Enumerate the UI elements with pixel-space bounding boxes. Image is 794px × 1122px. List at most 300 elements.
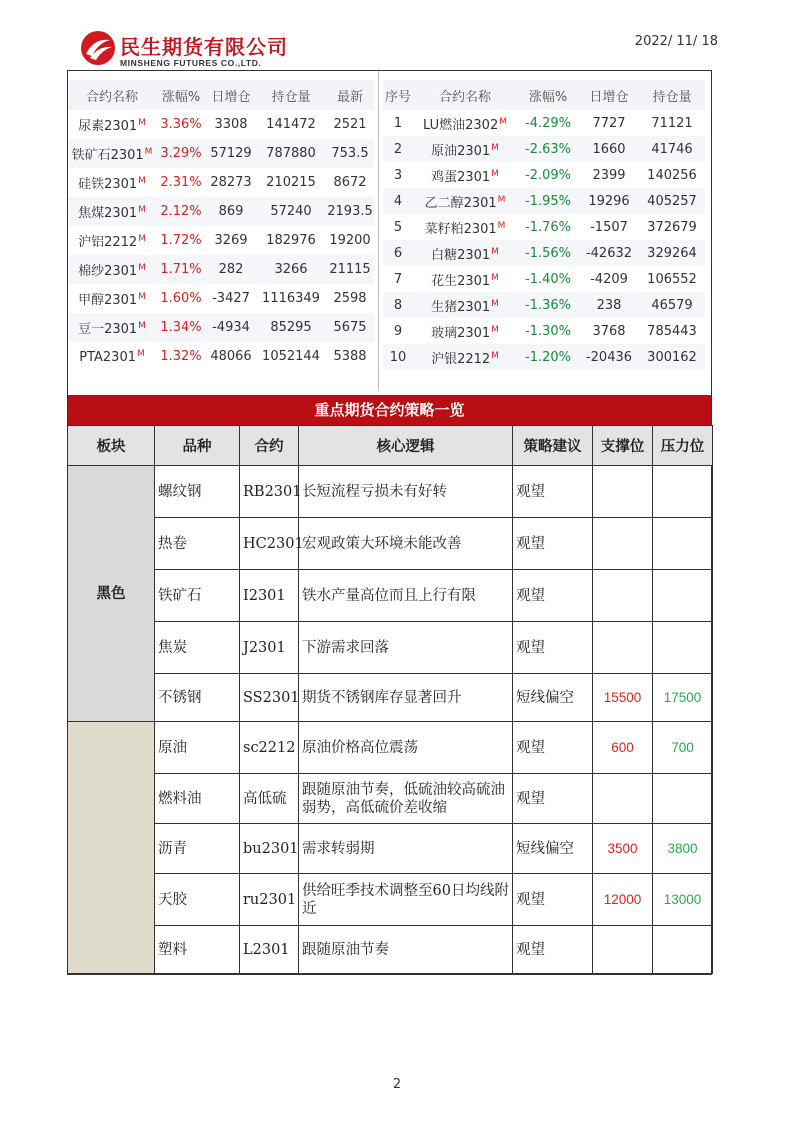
strategy-column-header: 品种: [155, 426, 240, 466]
logic-cell: 原油价格高位震荡: [299, 722, 513, 774]
cell-value: -4934: [212, 320, 250, 335]
table-cell: [517, 318, 579, 344]
table-cell: [206, 284, 256, 313]
contract-cell: ru2301: [240, 874, 299, 926]
company-name-en: MINSHENG FUTURES CO.,LTD.: [120, 58, 262, 68]
cell-value: 8672: [333, 175, 367, 190]
table-header-row: [68, 80, 374, 110]
cell-value: -2.09%: [525, 167, 571, 183]
table-row: [383, 318, 705, 344]
cell-value: 753.5: [331, 146, 369, 161]
support-cell: [593, 774, 653, 824]
table-cell: [579, 188, 639, 214]
table-cell: [579, 214, 639, 240]
logic-cell: 期货不锈钢库存显著回升: [299, 674, 513, 722]
table-cell: [326, 284, 374, 313]
cell-value: 3.36%: [160, 117, 202, 132]
table-cell: [413, 188, 517, 214]
table-row: [383, 110, 705, 136]
cell-value: 2399: [592, 167, 626, 183]
cell-value: 787880: [266, 146, 316, 161]
cell-value: 3: [393, 167, 403, 183]
table-cell: [206, 110, 256, 139]
strategy-row: [68, 824, 713, 874]
table-cell: [383, 162, 413, 188]
table-cell: [383, 136, 413, 162]
table-cell: [256, 342, 326, 371]
table-cell: [413, 240, 517, 266]
table-cell: [579, 136, 639, 162]
cell-value: 57240: [270, 204, 312, 219]
table-row: [68, 313, 374, 342]
sector-cell-energy: [68, 722, 155, 974]
main-contract-marker: M: [138, 118, 146, 128]
contract-name: 豆一2301: [78, 322, 138, 337]
advice-cell: 短线偏空: [513, 824, 593, 874]
table-cell: [256, 110, 326, 139]
resistance-cell: [653, 570, 713, 622]
cell-value: -3427: [212, 291, 250, 306]
cell-value: -1.95%: [525, 193, 571, 209]
contract-name: 鸡蛋2301: [431, 169, 491, 185]
cell-value: 7727: [592, 115, 626, 131]
variety-cell: 燃料油: [155, 774, 240, 824]
table-cell: [156, 110, 206, 139]
advice-cell: 观望: [513, 722, 593, 774]
table-cell: [639, 266, 705, 292]
support-cell: 600: [593, 722, 653, 774]
table-cell: [639, 188, 705, 214]
column-header: 涨幅%: [517, 80, 579, 110]
support-cell: [593, 622, 653, 674]
advice-cell: 短线偏空: [513, 674, 593, 722]
contract-cell: bu2301: [240, 824, 299, 874]
cell-value: 5: [393, 219, 403, 235]
table-cell: [326, 139, 374, 168]
cell-value: 9: [393, 323, 403, 339]
cell-value: 85295: [270, 320, 312, 335]
variety-cell: 铁矿石: [155, 570, 240, 622]
table-row: [383, 240, 705, 266]
advice-cell: 观望: [513, 518, 593, 570]
cell-value: 1.72%: [160, 233, 202, 248]
table-cell: [413, 266, 517, 292]
main-contract-marker: M: [497, 194, 506, 205]
resistance-cell: 13000: [653, 874, 713, 926]
resistance-cell: 700: [653, 722, 713, 774]
table-cell: [413, 292, 517, 318]
cell-value: 3266: [274, 262, 308, 277]
table-cell: [68, 342, 156, 371]
cell-value: 46579: [651, 297, 693, 313]
table-cell: [579, 110, 639, 136]
contract-name: 乙二醇2301: [424, 195, 497, 211]
cell-value: 210215: [266, 175, 316, 190]
variety-cell: 不锈钢: [155, 674, 240, 722]
cell-value: 405257: [647, 193, 697, 209]
cell-value: 3.29%: [160, 146, 202, 161]
cell-value: -42632: [585, 245, 633, 261]
table-cell: [517, 110, 579, 136]
main-contract-marker: M: [138, 205, 146, 215]
contract-name: 沪铝2212: [78, 235, 138, 250]
table-cell: [383, 214, 413, 240]
contract-cell: HC2301: [240, 518, 299, 570]
table-cell: [639, 136, 705, 162]
cell-value: -4.29%: [525, 115, 571, 131]
table-cell: [413, 318, 517, 344]
cell-value: 57129: [210, 146, 252, 161]
table-cell: [206, 342, 256, 371]
main-contract-marker: M: [497, 220, 506, 231]
main-contract-marker: M: [491, 350, 499, 361]
report-date: 2022/ 11/ 18: [634, 34, 718, 49]
cell-value: -4209: [590, 271, 628, 287]
support-cell: [593, 570, 653, 622]
cell-value: 141472: [266, 117, 316, 132]
cell-value: 1.34%: [160, 320, 202, 335]
table-row: [383, 266, 705, 292]
variety-cell: 热卷: [155, 518, 240, 570]
table-cell: [639, 344, 705, 370]
strategy-column-header: 策略建议: [513, 426, 593, 466]
strategy-row: [68, 570, 713, 622]
table-row: [383, 344, 705, 370]
table-cell: [256, 226, 326, 255]
table-cell: [639, 214, 705, 240]
strategy-column-header: 核心逻辑: [299, 426, 513, 466]
cell-value: 785443: [647, 323, 697, 339]
variety-cell: 焦炭: [155, 622, 240, 674]
main-contract-marker: M: [491, 168, 499, 179]
cell-value: 1.32%: [160, 349, 202, 364]
main-contract-marker: M: [144, 147, 153, 157]
cell-value: 106552: [647, 271, 697, 287]
logic-cell: 需求转弱期: [299, 824, 513, 874]
table-cell: [326, 255, 374, 284]
main-contract-marker: M: [138, 234, 146, 244]
cell-value: 3308: [214, 117, 248, 132]
table-cell: [517, 292, 579, 318]
contract-name: 铁矿石2301: [71, 148, 144, 163]
contract-name: 甲醇2301: [78, 293, 138, 308]
cell-value: 300162: [647, 349, 697, 365]
column-header: 日增仓: [579, 80, 639, 110]
logic-cell: 跟随原油节奏，低硫油较高硫油弱势，高低硫价差收缩: [299, 774, 513, 824]
table-cell: [156, 284, 206, 313]
contract-name: LU燃油2302: [423, 117, 499, 133]
table-cell: [68, 139, 156, 168]
table-cell: [639, 292, 705, 318]
table-row: [383, 162, 705, 188]
table-cell: [517, 240, 579, 266]
column-header: 序号: [383, 80, 413, 110]
logic-cell: 供给旺季技术调整至60日均线附近: [299, 874, 513, 926]
column-header: 最新: [326, 80, 374, 110]
table-cell: [517, 344, 579, 370]
contract-cell: L2301: [240, 926, 299, 974]
table-cell: [256, 313, 326, 342]
resistance-cell: 3800: [653, 824, 713, 874]
company-name-cn: 民生期货有限公司: [120, 35, 288, 59]
advice-cell: 观望: [513, 570, 593, 622]
cell-value: 372679: [647, 219, 697, 235]
cell-value: 4: [393, 193, 403, 209]
main-contract-marker: M: [138, 176, 146, 186]
cell-value: 48066: [210, 349, 252, 364]
cell-value: -2.63%: [525, 141, 571, 157]
table-row: [68, 255, 374, 284]
strategy-title: 重点期货合约策略一览: [68, 395, 711, 425]
support-cell: [593, 518, 653, 570]
advice-cell: 观望: [513, 622, 593, 674]
table-cell: [326, 342, 374, 371]
top-gainers-table: [68, 80, 374, 371]
table-row: [68, 342, 374, 371]
table-cell: [206, 197, 256, 226]
table-cell: [156, 342, 206, 371]
contract-name: 原油2301: [431, 143, 491, 159]
cell-value: 5388: [333, 349, 367, 364]
cell-value: 1.60%: [160, 291, 202, 306]
table-cell: [639, 318, 705, 344]
main-contract-marker: M: [138, 263, 146, 273]
table-cell: [383, 266, 413, 292]
column-header: 日增仓: [206, 80, 256, 110]
table-cell: [413, 136, 517, 162]
table-cell: [517, 136, 579, 162]
table-cell: [156, 313, 206, 342]
table-cell: [413, 110, 517, 136]
table-row: [68, 226, 374, 255]
table-row: [68, 168, 374, 197]
table-cell: [579, 240, 639, 266]
cell-value: 41746: [651, 141, 693, 157]
table-row: [383, 136, 705, 162]
cell-value: 2: [393, 141, 403, 157]
resistance-cell: [653, 774, 713, 824]
ranking-divider: [378, 71, 379, 391]
table-cell: [206, 168, 256, 197]
page-number: 2: [392, 1077, 402, 1092]
strategy-row: [68, 518, 713, 570]
contract-name: PTA2301: [79, 349, 136, 365]
table-header-row: [383, 80, 705, 110]
logic-cell: 下游需求回落: [299, 622, 513, 674]
contract-name: 硅铁2301: [78, 177, 138, 192]
variety-cell: 螺纹钢: [155, 466, 240, 518]
strategy-column-header: 板块: [68, 426, 155, 466]
table-cell: [413, 162, 517, 188]
cell-value: 2.12%: [160, 204, 202, 219]
table-row: [68, 110, 374, 139]
table-cell: [68, 197, 156, 226]
main-contract-marker: M: [138, 321, 146, 331]
contract-name: 菜籽粕2301: [424, 221, 497, 237]
table-cell: [383, 292, 413, 318]
table-cell: [206, 139, 256, 168]
cell-value: 5675: [333, 320, 367, 335]
contract-cell: J2301: [240, 622, 299, 674]
table-cell: [326, 197, 374, 226]
main-contract-marker: M: [491, 272, 499, 283]
cell-value: 182976: [266, 233, 316, 248]
variety-cell: 沥青: [155, 824, 240, 874]
table-cell: [206, 255, 256, 284]
column-header: 持仓量: [639, 80, 705, 110]
advice-cell: 观望: [513, 466, 593, 518]
cell-value: 19200: [329, 233, 371, 248]
main-contract-marker: M: [138, 292, 146, 302]
table-row: [383, 188, 705, 214]
table-cell: [383, 344, 413, 370]
table-cell: [383, 188, 413, 214]
table-cell: [68, 110, 156, 139]
table-cell: [156, 226, 206, 255]
cell-value: 2193.5: [327, 204, 373, 219]
table-cell: [639, 240, 705, 266]
resistance-cell: [653, 926, 713, 974]
table-row: [68, 139, 374, 168]
table-cell: [413, 344, 517, 370]
table-cell: [68, 168, 156, 197]
cell-value: -1.30%: [525, 323, 571, 339]
table-row: [68, 284, 374, 313]
cell-value: -1.20%: [525, 349, 571, 365]
column-header: 持仓量: [256, 80, 326, 110]
table-cell: [326, 313, 374, 342]
cell-value: 1.71%: [160, 262, 202, 277]
contract-name: 玻璃2301: [431, 325, 491, 341]
cell-value: 6: [393, 245, 403, 261]
table-cell: [68, 255, 156, 284]
table-cell: [156, 197, 206, 226]
contract-name: 棉纱2301: [78, 264, 138, 279]
table-cell: [579, 292, 639, 318]
cell-value: -1.36%: [525, 297, 571, 313]
advice-cell: 观望: [513, 874, 593, 926]
cell-value: -1.40%: [525, 271, 571, 287]
strategy-row: [68, 774, 713, 824]
cell-value: 1116349: [262, 291, 320, 306]
main-contract-marker: M: [491, 298, 499, 309]
cell-value: 1660: [592, 141, 626, 157]
column-header: 合约名称: [68, 80, 156, 110]
table-cell: [413, 214, 517, 240]
variety-cell: 天胶: [155, 874, 240, 926]
table-cell: [383, 318, 413, 344]
main-contract-marker: M: [491, 142, 499, 153]
company-logo: [80, 28, 320, 72]
table-cell: [326, 226, 374, 255]
main-contract-marker: M: [491, 246, 499, 257]
table-cell: [639, 110, 705, 136]
main-contract-marker: M: [136, 348, 145, 359]
variety-cell: 原油: [155, 722, 240, 774]
resistance-cell: [653, 518, 713, 570]
table-cell: [383, 240, 413, 266]
contract-cell: I2301: [240, 570, 299, 622]
support-cell: 12000: [593, 874, 653, 926]
table-cell: [256, 197, 326, 226]
sector-cell-black: 黑色: [68, 466, 155, 722]
strategy-row: [68, 926, 713, 974]
contract-cell: 高低硫: [240, 774, 299, 824]
table-cell: [517, 162, 579, 188]
top-losers-table: [383, 80, 705, 370]
variety-cell: 塑料: [155, 926, 240, 974]
strategy-header-row: [68, 426, 713, 466]
cell-value: 140256: [647, 167, 697, 183]
table-cell: [639, 162, 705, 188]
table-cell: [326, 168, 374, 197]
contract-name: 尿素2301: [78, 119, 138, 134]
cell-value: 329264: [647, 245, 697, 261]
table-row: [383, 214, 705, 240]
logic-cell: 长短流程亏损未有好转: [299, 466, 513, 518]
cell-value: 19296: [588, 193, 630, 209]
cell-value: -1.76%: [525, 219, 571, 235]
table-cell: [517, 214, 579, 240]
table-cell: [156, 139, 206, 168]
resistance-cell: 17500: [653, 674, 713, 722]
contract-name: 生猪2301: [431, 299, 491, 315]
cell-value: 2.31%: [160, 175, 202, 190]
cell-value: 71121: [651, 115, 693, 131]
cell-value: 21115: [329, 262, 371, 277]
support-cell: [593, 466, 653, 518]
strategy-row: [68, 874, 713, 926]
cell-value: 28273: [210, 175, 252, 190]
cell-value: 8: [393, 297, 403, 313]
contract-name: 花生2301: [431, 273, 491, 289]
table-cell: [156, 255, 206, 284]
table-cell: [206, 226, 256, 255]
table-cell: [156, 168, 206, 197]
strategy-column-header: 压力位: [653, 426, 713, 466]
strategy-table: [67, 425, 713, 974]
cell-value: 2598: [333, 291, 367, 306]
table-cell: [579, 344, 639, 370]
cell-value: 869: [218, 204, 244, 219]
column-header: 涨幅%: [156, 80, 206, 110]
support-cell: 15500: [593, 674, 653, 722]
table-row: [383, 292, 705, 318]
table-cell: [579, 266, 639, 292]
advice-cell: 观望: [513, 774, 593, 824]
logic-cell: 跟随原油节奏: [299, 926, 513, 974]
strategy-column-header: 合约: [240, 426, 299, 466]
logic-cell: 宏观政策大环境未能改善: [299, 518, 513, 570]
resistance-cell: [653, 466, 713, 518]
contract-cell: sc2212: [240, 722, 299, 774]
cell-value: 7: [393, 271, 403, 287]
support-cell: [593, 926, 653, 974]
main-contract-marker: M: [491, 324, 499, 335]
table-cell: [517, 266, 579, 292]
column-header: 合约名称: [413, 80, 517, 110]
table-cell: [383, 110, 413, 136]
table-cell: [68, 313, 156, 342]
main-contract-marker: M: [499, 116, 507, 127]
strategy-row: [68, 466, 713, 518]
support-cell: 3500: [593, 824, 653, 874]
contract-name: 沪银2212: [431, 351, 491, 367]
strategy-row: [68, 622, 713, 674]
cell-value: 3269: [214, 233, 248, 248]
contract-cell: SS2301: [240, 674, 299, 722]
cell-value: 238: [596, 297, 622, 313]
